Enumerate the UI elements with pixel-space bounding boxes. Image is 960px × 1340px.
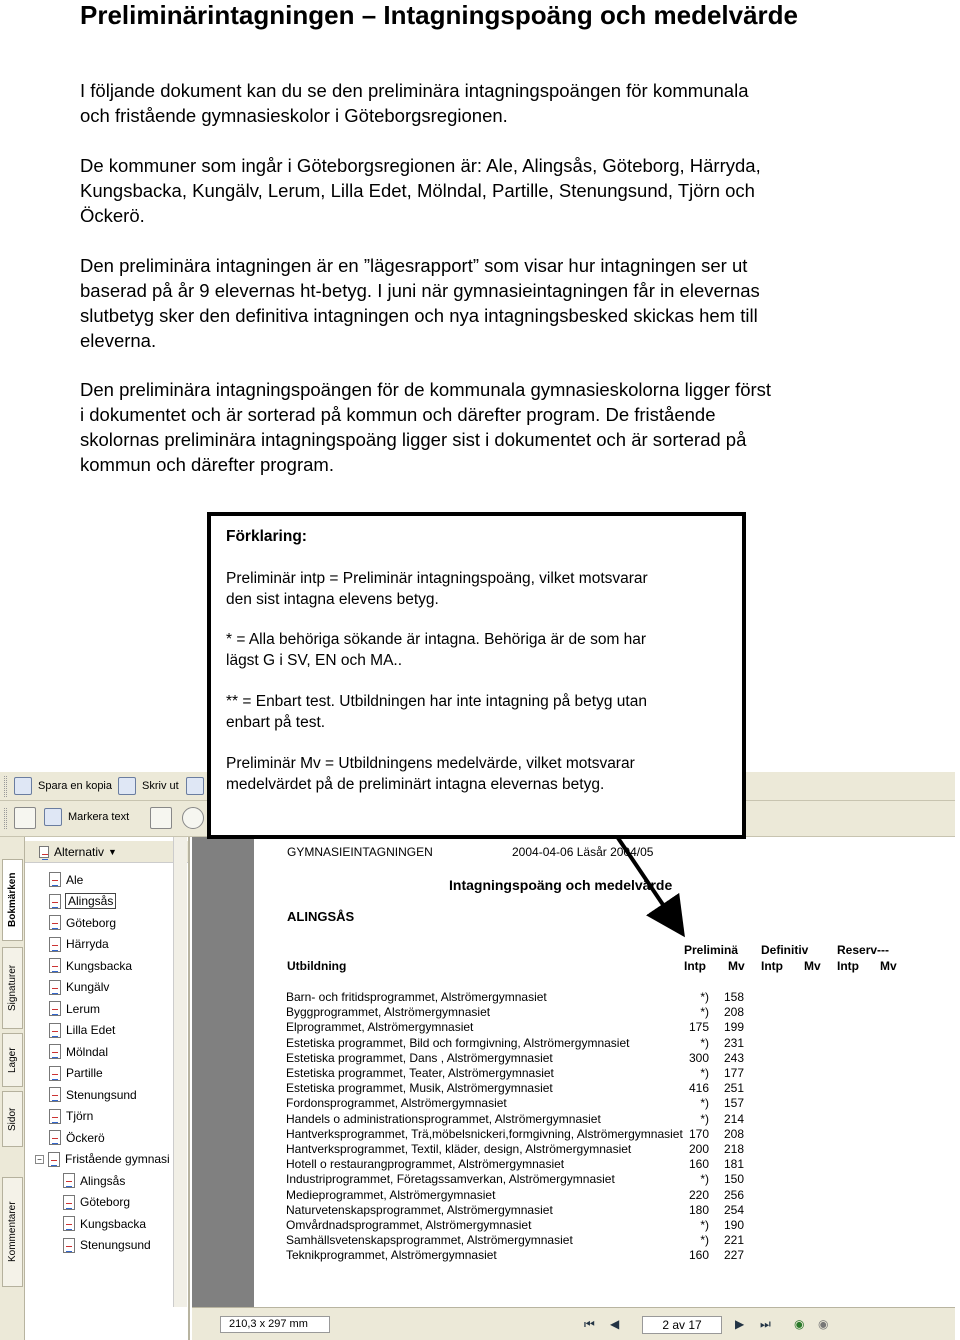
text-line: Den preliminära intagningspoängen för de kommunala gymnasieskolorna ligger först	[80, 379, 772, 400]
page-size-field: 210,3 x 297 mm	[220, 1316, 330, 1333]
education-name: Barn- och fritidsprogrammet, Alströmergymnasiet	[286, 990, 547, 1004]
mv-cell: 157	[723, 1096, 744, 1111]
mv-cell: 243	[723, 1050, 744, 1065]
intp-cell: *)	[700, 1005, 709, 1020]
mv-cell: 181	[723, 1157, 744, 1172]
intp-cell: 170	[688, 1126, 709, 1141]
col-intp: Intp	[684, 959, 706, 973]
intp-cell: 175	[688, 1020, 709, 1035]
intp-cell: *)	[700, 1035, 709, 1050]
col-intp: Intp	[761, 959, 783, 973]
last-page-icon[interactable]: ⏭	[760, 1317, 771, 1331]
text-line: enbart på test.	[226, 714, 326, 731]
bookmark-label: Lerum	[66, 1001, 101, 1016]
text-line: kommun och därefter program.	[80, 454, 334, 475]
col-group-definitive: Definitiv	[761, 943, 809, 957]
education-name: Handels o administrationsprogrammet, Alströmergymnasiet	[286, 1111, 601, 1126]
bookmark-label: Kungälv	[66, 980, 110, 994]
text-line: De kommuner som ingår i Göteborgsregionen är: Ale, Alingsås, Göteborg, Härryda,	[80, 155, 761, 176]
mv-cell: 227	[723, 1248, 744, 1263]
mv-cell: 199	[723, 1020, 744, 1035]
bookmark-label: Kungsbacka	[66, 958, 133, 973]
text-line: Kungsbacka, Kungälv, Lerum, Lilla Edet, Mölndal, Partille, Stenungsund, Tjörn och	[80, 180, 755, 201]
text-line: lägst G i SV, EN och MA..	[226, 652, 403, 669]
mv-cell: 177	[723, 1066, 744, 1080]
education-name: Elprogrammet, Alströmergymnasiet	[286, 1020, 474, 1035]
text-line: den sist intagna elevens betyg.	[226, 591, 439, 608]
mv-cell: 158	[723, 990, 744, 1004]
tab-label: Bokmärken	[7, 872, 18, 928]
intp-cell: 300	[688, 1050, 709, 1065]
tab-label: Lager	[7, 1047, 18, 1073]
col-education: Utbildning	[287, 959, 347, 973]
first-page-icon[interactable]: ⏮	[584, 1317, 595, 1331]
intp-cell: 160	[688, 1248, 709, 1263]
forward-icon[interactable]: ◉	[818, 1317, 829, 1331]
pdf-heading: Intagningspoäng och medelvärde	[449, 877, 673, 893]
text-line: medelvärdet på de preliminärt intagna elevernas betyg.	[226, 776, 605, 793]
intp-cell: 180	[688, 1202, 709, 1217]
tab-label: Kommentarer	[7, 1201, 18, 1263]
education-name: Byggprogrammet, Alströmergymnasiet	[286, 1005, 491, 1020]
intp-cell: 416	[688, 1081, 709, 1096]
education-name: Estetiska programmet, Teater, Alströmergymnasiet	[286, 1066, 554, 1080]
bookmark-label: Stenungsund	[80, 1238, 151, 1252]
bookmark-label: Ale	[66, 872, 84, 887]
bookmark-label: Kungsbacka	[80, 1216, 147, 1231]
bookmark-label: Göteborg	[80, 1195, 131, 1209]
text-line: Öckerö.	[80, 205, 145, 226]
text-line: * = Alla behöriga sökande är intagna. Behöriga är de som har	[226, 631, 647, 648]
intp-cell: *)	[700, 1233, 709, 1248]
mv-cell: 190	[723, 1218, 744, 1232]
collapse-icon[interactable]: −	[35, 1155, 44, 1164]
text-line: Preliminär Mv = Utbildningens medelvärde, vilket motsvarar	[226, 755, 635, 772]
education-name: Omvårdnadsprogrammet, Alströmergymnasiet	[286, 1218, 532, 1232]
explanation-heading: Förklaring:	[226, 528, 307, 545]
bookmark-label: Alingsås	[68, 894, 114, 908]
col-intp: Intp	[837, 959, 859, 973]
mv-cell: 231	[723, 1035, 744, 1050]
education-name: Samhällsvetenskapsprogrammet, Alströmergymnasiet	[286, 1233, 573, 1248]
chevron-down-icon: ▼	[108, 846, 117, 857]
pdf-header-left: GYMNASIEINTAGNINGEN	[287, 845, 433, 859]
bookmark-label: Göteborg	[66, 915, 117, 930]
mv-cell: 150	[723, 1172, 744, 1187]
pdf-municipality: ALINGSÅS	[287, 909, 355, 924]
mv-cell: 251	[723, 1081, 744, 1096]
text-line: baserad på år 9 elevernas ht-betyg. I juni när gymnasieintagningen får in elevernas	[80, 280, 760, 301]
back-icon[interactable]: ◉	[794, 1317, 805, 1331]
mv-cell: 208	[723, 1126, 744, 1141]
text-line: skolornas preliminära intagningspoäng ligger sist i dokumentet och är sorterad på	[80, 429, 747, 450]
save-copy-label: Spara en kopia	[38, 780, 112, 792]
intp-cell: 220	[688, 1187, 709, 1202]
select-text-label: Markera text	[68, 811, 130, 823]
intp-cell: *)	[700, 1218, 709, 1232]
education-name: Medieprogrammet, Alströmergymnasiet	[286, 1187, 496, 1202]
intp-cell: *)	[700, 1096, 709, 1111]
bookmark-label: Lilla Edet	[66, 1023, 116, 1037]
tab-label: Sidor	[7, 1107, 18, 1131]
tab-label: Signaturer	[7, 964, 18, 1012]
bookmark-label: Partille	[66, 1066, 103, 1080]
intp-cell: *)	[700, 1111, 709, 1126]
education-name: Naturvetenskapsprogrammet, Alströmergymnasiet	[286, 1202, 553, 1217]
print-label: Skriv ut	[142, 780, 179, 792]
text-line: slutbetyg sker den definitiva intagningen och nya intagningsbesked skickas hem till	[80, 305, 758, 326]
text-line: eleverna.	[80, 330, 157, 351]
bookmark-label: Härryda	[66, 937, 109, 951]
education-name: Estetiska programmet, Musik, Alströmergymnasiet	[286, 1081, 553, 1096]
col-group-reserve: Reserv---	[837, 943, 890, 957]
intp-cell: 160	[688, 1157, 709, 1172]
education-name: Teknikprogrammet, Alströmergymnasiet	[286, 1248, 497, 1263]
text-line: Den preliminära intagningen är en ”lägesrapport” som visar hur intagningen ser ut	[80, 255, 748, 276]
col-mv: Mv	[728, 959, 745, 973]
mv-cell: 214	[723, 1111, 744, 1126]
text-line: och fristående gymnasieskolor i Göteborgsregionen.	[80, 105, 508, 126]
text-line: Preliminär intp = Preliminär intagningspoäng, vilket motsvarar	[226, 570, 648, 587]
text-line: I följande dokument kan du se den preliminära intagningspoängen för kommunala	[80, 80, 749, 101]
mv-cell: 208	[723, 1005, 744, 1020]
education-name: Estetiska programmet, Dans , Alströmergymnasiet	[286, 1050, 553, 1065]
education-name: Hantverksprogrammet, Textil, kläder, design, Alströmergymnasiet	[286, 1142, 632, 1156]
intp-cell: 200	[688, 1142, 709, 1156]
document-title: Preliminärintagningen – Intagningspoäng och medelvärde	[80, 0, 799, 30]
intp-cell: *)	[700, 990, 709, 1004]
bookmark-label: Stenungsund	[66, 1087, 137, 1102]
bookmark-label: Tjörn	[66, 1109, 94, 1123]
col-mv: Mv	[880, 959, 897, 973]
education-name: Hantverksprogrammet, Trä,möbelsnickeri,formgivning, Alströmergymnasiet	[286, 1126, 683, 1141]
education-name: Fordonsprogrammet, Alströmergymnasiet	[286, 1096, 507, 1111]
mv-cell: 221	[723, 1233, 744, 1248]
education-name: Hotell o restaurangprogrammet, Alströmergymnasiet	[286, 1157, 565, 1172]
next-page-icon[interactable]: ▶	[735, 1317, 745, 1331]
col-mv: Mv	[804, 959, 821, 973]
bookmark-label: Öckerö	[66, 1130, 105, 1145]
bookmark-label: Alingsås	[80, 1173, 126, 1188]
prev-page-icon[interactable]: ◀	[610, 1317, 620, 1331]
col-group-preliminary: Preliminä	[684, 943, 739, 957]
intp-cell: *)	[700, 1066, 709, 1080]
page-number-field[interactable]: 2 av 17	[642, 1316, 722, 1334]
pdf-header-right: 2004-04-06 Läsår 2004/05	[512, 845, 654, 859]
mv-cell: 254	[723, 1202, 744, 1217]
options-menu[interactable]: Alternativ	[54, 844, 105, 859]
education-name: Estetiska programmet, Bild och formgivning, Alströmergymnasiet	[286, 1035, 630, 1050]
text-line: ** = Enbart test. Utbildningen har inte intagning på betyg utan	[226, 693, 647, 710]
bookmark-label: Fristående gymnasi	[65, 1152, 170, 1166]
education-name: Industriprogrammet, Företagssamverkan, Alströmergymnasiet	[286, 1172, 615, 1187]
mv-cell: 256	[723, 1187, 744, 1202]
text-line: i dokumentet och är sorterad på kommun och därefter program. De fristående	[80, 404, 716, 425]
bookmark-label: Mölndal	[66, 1044, 109, 1059]
mv-cell: 218	[723, 1142, 744, 1156]
intp-cell: *)	[700, 1172, 709, 1187]
